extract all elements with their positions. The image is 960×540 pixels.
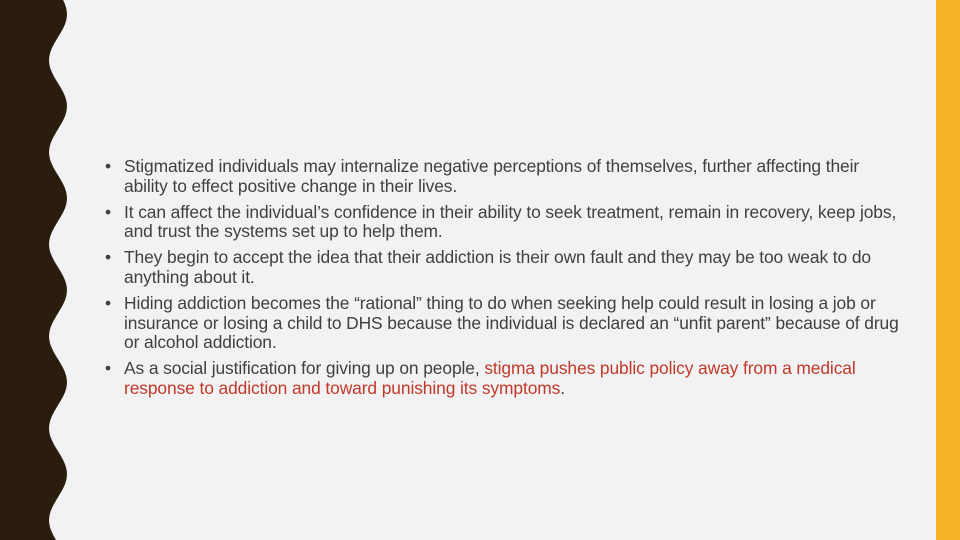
bullet-text: Hiding addiction becomes the “rational” thing to do when seeking help could result in losing a job or insurance or losing a child to DHS because the individual is declared an “unfit parent” because of drug or alcohol addiction.: [124, 292, 899, 353]
bullet-text: They begin to accept the idea that their addiction is their own fault and they may be too weak to do anything about it.: [124, 247, 871, 287]
bullet-text: Stigmatized individuals may internalize negative perceptions of themselves, further affecting their ability to effect positive change in their lives.: [124, 156, 860, 196]
bullet-text: As a social justification for giving up on people,: [124, 358, 485, 379]
bullet-suffix: .: [560, 377, 566, 398]
bullet-icon: •: [105, 247, 111, 268]
list-item: [105, 359, 905, 399]
bullet-icon: •: [105, 201, 111, 222]
bullet-icon: •: [105, 358, 111, 379]
highlighted-text: stigma pushes public policy away from a medical response to addiction and toward punishing its symptoms: [124, 358, 856, 398]
slide-body: [105, 157, 905, 405]
list-item: [105, 294, 905, 353]
bullet-list: [105, 157, 905, 399]
bullet-text: It can affect the individual’s confidence in their ability to seek treatment, remain in recovery, keep jobs, and trust the systems set up to help them.: [124, 201, 897, 242]
bullet-icon: •: [105, 292, 111, 313]
bullet-icon: •: [105, 156, 111, 176]
list-item: [105, 248, 905, 288]
list-item: [105, 157, 905, 197]
decorative-accent-stripe: [936, 0, 960, 540]
decorative-wavy-border: [0, 0, 80, 540]
list-item: [105, 203, 905, 243]
